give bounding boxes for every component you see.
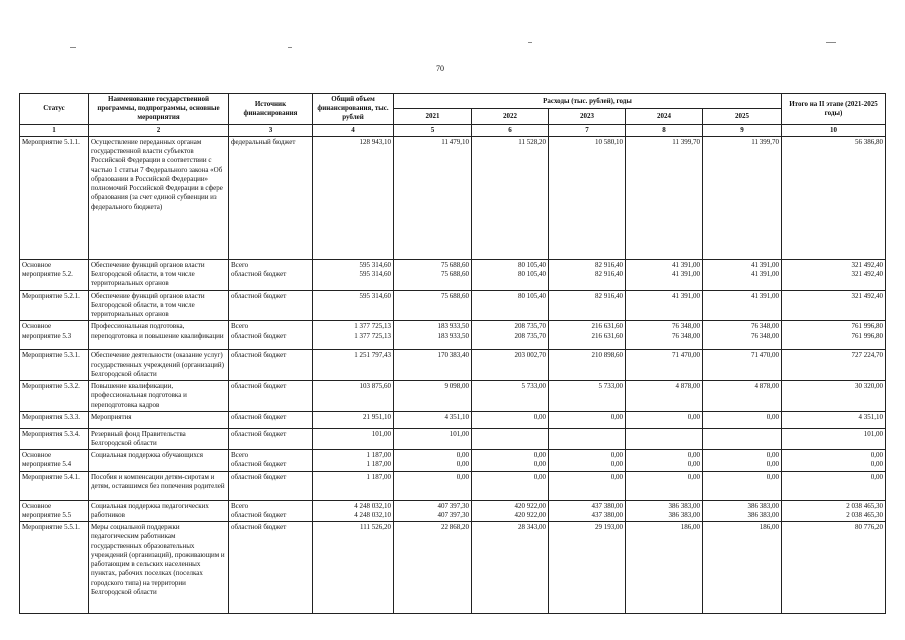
value-line: 0,00	[533, 472, 546, 481]
source-line: областной бюджет	[231, 331, 287, 340]
row-year-value	[472, 500, 549, 521]
column-number: 7	[549, 124, 626, 136]
value-line: 420 922,00	[514, 501, 546, 510]
value-line: 41 391,00	[672, 270, 700, 279]
row-status: Мероприятие 5.1.1.	[20, 136, 89, 259]
page-number: 70	[436, 64, 444, 73]
value-line: 82 916,40	[595, 260, 623, 269]
value-line: 75 688,60	[441, 291, 469, 300]
value-line: 82 916,40	[595, 291, 623, 300]
value-line: 76 348,00	[672, 322, 700, 331]
scan-artifact	[288, 47, 292, 48]
row-year-value	[472, 381, 549, 412]
row-year-value	[626, 259, 703, 290]
row-total	[313, 381, 394, 412]
value-line: 101,00	[449, 429, 469, 438]
row-year-value	[472, 321, 549, 350]
source-line: Всего	[231, 451, 249, 460]
value-line: 761 996,80	[851, 322, 883, 331]
row-stage-total	[782, 381, 886, 412]
row-status: Мероприятия 5.3.4.	[20, 428, 89, 449]
value-line: 76 348,00	[751, 322, 779, 331]
value-line: 1 377 725,13	[354, 331, 391, 340]
value-line: 4 248 032,10	[354, 501, 391, 510]
value-line: 0,00	[610, 460, 623, 469]
value-line: 437 380,00	[591, 501, 623, 510]
value-line: 10 580,10	[595, 137, 623, 146]
table-row	[20, 500, 886, 521]
row-total	[313, 428, 394, 449]
value-line: 216 631,60	[591, 322, 623, 331]
value-line: 4 878,00	[754, 382, 779, 391]
row-source	[229, 500, 313, 521]
value-line: 75 688,60	[441, 270, 469, 279]
row-status: Мероприятие 5.3.1.	[20, 350, 89, 381]
column-index-row	[20, 124, 886, 136]
value-line: 186,00	[759, 523, 779, 532]
row-year-value	[549, 350, 626, 381]
value-line: 0,00	[533, 412, 546, 421]
value-line: 80 105,40	[518, 291, 546, 300]
row-source	[229, 290, 313, 321]
column-number: 8	[626, 124, 703, 136]
row-status: Основное мероприятие 5.4	[20, 450, 89, 471]
row-year-value	[703, 136, 782, 259]
table-row	[20, 136, 886, 259]
row-stage-total	[782, 350, 886, 381]
table-row	[20, 411, 886, 428]
value-line: 80 105,40	[518, 260, 546, 269]
row-year-value	[394, 522, 472, 614]
row-name: Повышение квалификации, профессиональная подготовка и переподготовка кадров	[89, 381, 229, 412]
value-line: 203 002,70	[514, 351, 546, 360]
row-name: Пособия и компенсации детям-сиротам и детям, оставшимся без попечения родителей	[89, 471, 229, 500]
value-line: 208 735,70	[514, 322, 546, 331]
row-source	[229, 259, 313, 290]
row-year-value	[472, 450, 549, 471]
value-line	[551, 430, 623, 439]
value-line: 407 397,30	[437, 501, 469, 510]
value-line: 0,00	[456, 460, 469, 469]
value-line: 76 348,00	[672, 331, 700, 340]
table-row	[20, 321, 886, 350]
value-line: 11 479,10	[441, 137, 469, 146]
table-row	[20, 381, 886, 412]
row-source	[229, 381, 313, 412]
value-line: 80 776,20	[855, 523, 883, 532]
header-year: 2022	[472, 109, 549, 124]
source-line: областной бюджет	[231, 472, 287, 481]
value-line: 210 898,60	[591, 351, 623, 360]
row-year-value	[394, 136, 472, 259]
row-year-value	[549, 450, 626, 471]
row-name: Меры социальной поддержки педагогическим работникам государственных образовательных учреждений (организаций), проживающим и работающим в сельских населенных пунктах, рабочих поселках (поселках городского типа) на территории Белгородской области	[89, 522, 229, 614]
value-line: 595 314,60	[359, 260, 391, 269]
value-line: 28 343,00	[518, 523, 546, 532]
row-year-value	[472, 259, 549, 290]
value-line: 1 251 797,43	[354, 351, 391, 360]
value-line: 386 383,00	[668, 510, 700, 519]
value-line: 420 922,00	[514, 510, 546, 519]
value-line: 170 383,40	[437, 351, 469, 360]
row-status: Основное мероприятие 5.2.	[20, 259, 89, 290]
value-line: 183 933,50	[437, 331, 469, 340]
value-line: 0,00	[687, 460, 700, 469]
value-line: 437 380,00	[591, 510, 623, 519]
row-total	[313, 290, 394, 321]
value-line: 41 391,00	[751, 291, 779, 300]
source-line: Всего	[231, 501, 249, 510]
row-year-value	[703, 411, 782, 428]
row-total	[313, 522, 394, 614]
row-year-value	[472, 411, 549, 428]
row-year-value	[703, 428, 782, 449]
row-status: Мероприятие 5.2.1.	[20, 290, 89, 321]
row-status: Основное мероприятие 5.3	[20, 321, 89, 350]
row-year-value	[549, 381, 626, 412]
row-year-value	[549, 500, 626, 521]
row-name: Резервный фонд Правительства Белгородской области	[89, 428, 229, 449]
row-source	[229, 321, 313, 350]
value-line: 0,00	[766, 472, 779, 481]
header-stage-total: Итого на II этапе (2021-2025 годы)	[782, 94, 886, 125]
value-line	[705, 430, 779, 439]
header-status: Статус	[20, 94, 89, 125]
row-year-value	[703, 522, 782, 614]
row-year-value	[549, 471, 626, 500]
value-line: 0,00	[610, 451, 623, 460]
value-line: 21 951,10	[363, 412, 391, 421]
value-line: 11 528,20	[518, 137, 546, 146]
value-line: 216 631,60	[591, 331, 623, 340]
row-stage-total	[782, 321, 886, 350]
source-line: областной бюджет	[231, 351, 287, 360]
row-name: Профессиональная подготовка, переподготовка и повышение квалификации	[89, 321, 229, 350]
row-year-value	[472, 428, 549, 449]
row-stage-total	[782, 450, 886, 471]
column-number: 3	[229, 124, 313, 136]
header-source: Источник финансирования	[229, 94, 313, 125]
header-name: Наименование государственной программы, подпрограммы, основные мероприятия	[89, 94, 229, 125]
value-line: 0,00	[687, 472, 700, 481]
value-line	[474, 430, 546, 439]
row-year-value	[626, 450, 703, 471]
value-line: 321 492,40	[851, 260, 883, 269]
value-line: 0,00	[610, 412, 623, 421]
row-status: Мероприятия 5.3.3.	[20, 411, 89, 428]
value-line: 0,00	[766, 451, 779, 460]
row-source	[229, 450, 313, 471]
source-line: федеральный бюджет	[231, 137, 296, 146]
row-name: Осуществление переданных органам государственной власти субъектов Российской Федерации в соответствии с частью 1 статьи 7 Федерального закона «Об образовании в Российской Федерации» полномочий Российской Федерации в сфере образования (за счет единой субвенции из федерального бюджета)	[89, 136, 229, 259]
value-line: 4 351,10	[858, 412, 883, 421]
value-line: 0,00	[610, 472, 623, 481]
row-total	[313, 450, 394, 471]
row-stage-total	[782, 522, 886, 614]
row-total	[313, 500, 394, 521]
value-line: 111 526,20	[360, 523, 391, 532]
value-line: 0,00	[870, 451, 883, 460]
value-line: 75 688,60	[441, 260, 469, 269]
row-year-value	[394, 411, 472, 428]
value-line: 386 383,00	[668, 501, 700, 510]
row-year-value	[472, 350, 549, 381]
value-line: 727 224,70	[851, 351, 883, 360]
row-year-value	[549, 522, 626, 614]
row-year-value	[394, 290, 472, 321]
value-line: 0,00	[456, 451, 469, 460]
row-stage-total	[782, 471, 886, 500]
source-line: Всего	[231, 260, 249, 269]
row-name: Мероприятия	[89, 411, 229, 428]
row-name: Обеспечение деятельности (оказание услуг) государственных учреждений (организаций) Белгородской области	[89, 350, 229, 381]
source-line: областной бюджет	[231, 510, 287, 519]
value-line: 321 492,40	[851, 270, 883, 279]
value-line: 0,00	[533, 460, 546, 469]
header-total: Общий объем финансирования, тыс. рублей	[313, 94, 394, 125]
scan-artifact	[70, 47, 76, 48]
row-stage-total	[782, 428, 886, 449]
source-line: Всего	[231, 322, 249, 331]
value-line: 82 916,40	[595, 270, 623, 279]
row-stage-total	[782, 500, 886, 521]
row-source	[229, 471, 313, 500]
value-line: 41 391,00	[751, 260, 779, 269]
row-year-value	[394, 350, 472, 381]
table-row	[20, 259, 886, 290]
header-year: 2025	[703, 109, 782, 124]
table-row	[20, 350, 886, 381]
value-line: 5 733,00	[521, 382, 546, 391]
value-line: 2 038 465,30	[846, 501, 883, 510]
value-line: 71 470,00	[672, 351, 700, 360]
row-status: Мероприятие 5.4.1.	[20, 471, 89, 500]
value-line: 0,00	[766, 460, 779, 469]
row-year-value	[394, 471, 472, 500]
value-line	[628, 430, 700, 439]
column-number: 5	[394, 124, 472, 136]
row-year-value	[703, 350, 782, 381]
column-number: 6	[472, 124, 549, 136]
row-stage-total	[782, 411, 886, 428]
value-line: 101,00	[863, 429, 883, 438]
row-year-value	[626, 350, 703, 381]
table-row	[20, 471, 886, 500]
row-total	[313, 350, 394, 381]
column-number: 2	[89, 124, 229, 136]
row-source	[229, 428, 313, 449]
row-year-value	[703, 500, 782, 521]
value-line: 1 187,00	[366, 460, 391, 469]
value-line: 41 391,00	[672, 291, 700, 300]
source-line: областной бюджет	[231, 523, 287, 532]
value-line: 386 383,00	[747, 510, 779, 519]
row-year-value	[472, 522, 549, 614]
row-year-value	[626, 290, 703, 321]
source-line: областной бюджет	[231, 270, 287, 279]
value-line: 30 320,00	[855, 382, 883, 391]
budget-table	[19, 93, 886, 614]
row-stage-total	[782, 136, 886, 259]
source-line: областной бюджет	[231, 412, 287, 421]
row-year-value	[549, 136, 626, 259]
row-year-value	[703, 471, 782, 500]
value-line: 0,00	[533, 451, 546, 460]
row-year-value	[626, 522, 703, 614]
header-year: 2023	[549, 109, 626, 124]
value-line: 101,00	[371, 429, 391, 438]
value-line: 321 492,40	[851, 291, 883, 300]
row-status: Мероприятие 5.3.2.	[20, 381, 89, 412]
value-line: 2 038 465,30	[846, 510, 883, 519]
value-line: 0,00	[687, 451, 700, 460]
value-line: 186,00	[680, 523, 700, 532]
value-line: 4 248 032,10	[354, 510, 391, 519]
source-line: областной бюджет	[231, 460, 287, 469]
value-line: 386 383,00	[747, 501, 779, 510]
value-line: 595 314,60	[359, 291, 391, 300]
row-year-value	[394, 321, 472, 350]
row-year-value	[472, 290, 549, 321]
table-row	[20, 290, 886, 321]
row-year-value	[626, 411, 703, 428]
row-name: Социальная поддержка обучающихся	[89, 450, 229, 471]
value-line: 56 386,80	[855, 137, 883, 146]
row-source	[229, 522, 313, 614]
column-number: 9	[703, 124, 782, 136]
row-total	[313, 411, 394, 428]
value-line: 4 351,10	[444, 412, 469, 421]
row-year-value	[549, 321, 626, 350]
row-year-value	[549, 290, 626, 321]
header-year: 2021	[394, 109, 472, 124]
row-year-value	[394, 500, 472, 521]
value-line: 0,00	[870, 460, 883, 469]
value-line: 5 733,00	[598, 382, 623, 391]
value-line: 80 105,40	[518, 270, 546, 279]
value-line: 183 933,50	[437, 322, 469, 331]
row-total	[313, 471, 394, 500]
value-line: 0,00	[766, 412, 779, 421]
value-line: 11 399,70	[751, 137, 779, 146]
row-year-value	[703, 259, 782, 290]
value-line: 0,00	[870, 472, 883, 481]
row-year-value	[626, 136, 703, 259]
row-year-value	[626, 428, 703, 449]
row-year-value	[472, 136, 549, 259]
row-source	[229, 136, 313, 259]
value-line: 208 735,70	[514, 331, 546, 340]
value-line: 76 348,00	[751, 331, 779, 340]
row-year-value	[626, 500, 703, 521]
row-year-value	[394, 450, 472, 471]
row-year-value	[703, 290, 782, 321]
value-line: 4 878,00	[675, 382, 700, 391]
value-line: 41 391,00	[751, 270, 779, 279]
value-line: 0,00	[687, 412, 700, 421]
table-row	[20, 522, 886, 614]
row-name: Обеспечение функций органов власти Белгородской области, в том числе территориальных органов	[89, 290, 229, 321]
header-year: 2024	[626, 109, 703, 124]
source-line: областной бюджет	[231, 429, 287, 438]
value-line: 9 098,00	[444, 382, 469, 391]
row-name: Обеспечение функций органов власти Белгородской области, в том числе территориальных органов	[89, 259, 229, 290]
source-line: областной бюджет	[231, 382, 287, 391]
row-year-value	[549, 411, 626, 428]
value-line: 761 996,80	[851, 331, 883, 340]
row-source	[229, 350, 313, 381]
row-year-value	[703, 381, 782, 412]
row-year-value	[703, 321, 782, 350]
scan-artifact	[826, 42, 836, 43]
row-year-value	[394, 428, 472, 449]
source-line: областной бюджет	[231, 291, 287, 300]
row-total	[313, 321, 394, 350]
row-total	[313, 136, 394, 259]
value-line: 29 193,00	[595, 523, 623, 532]
row-year-value	[703, 450, 782, 471]
row-year-value	[394, 259, 472, 290]
column-number: 10	[782, 124, 886, 136]
row-year-value	[394, 381, 472, 412]
header-expenses: Расходы (тыс. рублей), годы	[394, 94, 782, 109]
row-stage-total	[782, 290, 886, 321]
value-line: 71 470,00	[751, 351, 779, 360]
value-line: 1 187,00	[366, 472, 391, 481]
value-line: 1 187,00	[366, 451, 391, 460]
row-year-value	[549, 428, 626, 449]
column-number: 1	[20, 124, 89, 136]
row-year-value	[626, 321, 703, 350]
row-year-value	[626, 381, 703, 412]
value-line: 11 399,70	[672, 137, 700, 146]
row-year-value	[626, 471, 703, 500]
row-total	[313, 259, 394, 290]
row-stage-total	[782, 259, 886, 290]
row-name: Социальная поддержка педагогических работников	[89, 500, 229, 521]
value-line: 407 397,30	[437, 510, 469, 519]
column-number: 4	[313, 124, 394, 136]
value-line: 22 868,20	[441, 523, 469, 532]
row-year-value	[549, 259, 626, 290]
value-line: 595 314,60	[359, 270, 391, 279]
value-line: 0,00	[456, 472, 469, 481]
scan-artifact	[528, 42, 532, 43]
row-source	[229, 411, 313, 428]
table-row	[20, 450, 886, 471]
row-year-value	[472, 471, 549, 500]
value-line: 41 391,00	[672, 260, 700, 269]
value-line: 128 943,10	[359, 137, 391, 146]
row-status: Мероприятие 5.5.1.	[20, 522, 89, 614]
row-status: Основное мероприятие 5.5	[20, 500, 89, 521]
value-line: 103 875,60	[359, 382, 391, 391]
table-row	[20, 428, 886, 449]
value-line: 1 377 725,13	[354, 322, 391, 331]
